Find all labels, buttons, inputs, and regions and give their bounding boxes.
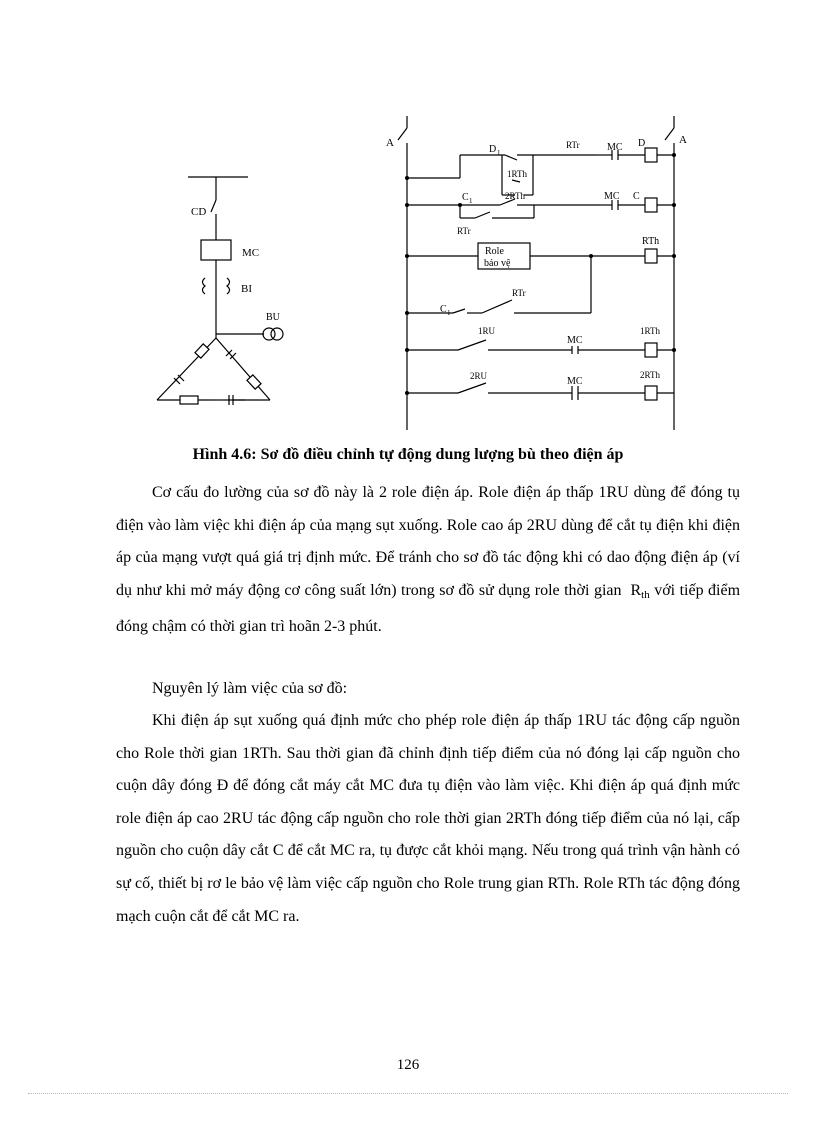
label-mc-row1: MC [607, 142, 623, 153]
rth-symbol-sub: th [641, 588, 650, 601]
coil-d [645, 148, 657, 162]
label-mc-row2: MC [604, 191, 620, 202]
contact-1rth [512, 180, 520, 182]
label-bi: BI [241, 283, 252, 295]
label-c-coil: C [633, 191, 640, 202]
coil-rth [645, 249, 657, 263]
label-cd: CD [191, 206, 207, 218]
page-number: 126 [396, 1057, 420, 1073]
contact-rtr-low [482, 300, 512, 313]
label-1rth-contact: 1RTh [507, 169, 527, 179]
label-d1: D [489, 144, 497, 155]
label-2rth-coil: 2RTh [640, 370, 660, 380]
label-c1-sub: 1 [469, 197, 473, 205]
control-circuit-diagram [0, 0, 816, 440]
contact-2ru [458, 383, 486, 393]
coil-1rth [645, 343, 657, 357]
label-c1b: C [440, 304, 447, 315]
label-2ru: 2RU [470, 371, 488, 381]
label-role-box-line2: bảo vệ [484, 258, 511, 269]
label-rtr-mid: RTr [457, 226, 471, 236]
coil-2rth [645, 386, 657, 400]
label-mc: MC [242, 247, 260, 259]
left-rail-switch [398, 128, 407, 140]
label-rtr-low: RTr [512, 288, 526, 298]
paragraph-1-after: với tiếp điểm đóng chậm có thời gian trì hoãn 2-3 phút. [116, 581, 741, 636]
label-a-right: A [679, 134, 687, 146]
figure-caption: Hình 4.6: Sơ đồ điều chỉnh tự động dung lượng bù theo điện áp [192, 446, 624, 463]
paragraph-2: Nguyên lý làm việc của sơ đồ: [152, 680, 348, 697]
label-rth-coil: RTh [642, 236, 660, 247]
rth-symbol: R [630, 581, 642, 599]
coil-c [645, 198, 657, 212]
label-1ru: 1RU [478, 326, 496, 336]
label-role-box-line1: Role [485, 246, 504, 257]
footer-divider [28, 1093, 788, 1094]
paragraph-3: Khi điện áp sụt xuống quá định mức cho phép role điện áp thấp 1RU tác động cấp nguồn cho Role thời gian 1RTh. Sau thời gian đã chỉnh định tiếp điểm của nó đóng lại cấp nguồn cho cuộn dây đóng Đ để đóng cắt máy cắt MC đưa tụ điện vào làm việc. Khi điện áp quá định mức role điện áp cao 2RU tác động cấp nguồn cho role thời gian 2RTh đóng tiếp điểm của nó lại, cấp nguồn cho cuộn dây cắt C để cắt MC ra, tụ được cắt khỏi mạng. Nếu trong quá trình vận hành có sự cố, thiết bị rơ le bảo vệ làm việc cấp nguồn cho Role trung gian RTh. Role RTh tác động đóng mạch cuộn cắt để cắt MC ra. [116, 712, 740, 925]
label-a-left: A [386, 137, 394, 149]
label-1rth-coil: 1RTh [640, 326, 660, 336]
contact-1ru [458, 340, 486, 350]
label-d1-sub: 1 [497, 149, 501, 157]
right-rail-switch [665, 128, 674, 140]
label-c1b-sub: 1 [447, 309, 451, 317]
contact-c1b [453, 309, 465, 313]
label-mc-row6: MC [567, 376, 583, 387]
label-2rth-contact: 2RTh [505, 191, 525, 201]
paragraph-1-before: Cơ cấu đo lường của sơ đồ này là 2 role điện áp. Role điện áp thấp 1RU dùng để đóng tụ điện vào làm việc khi điện áp của mạng sụt xuống. Role cao áp 2RU dùng để cắt tụ điện khi điện áp của mạng vượt quá giá trị định mức. Để tránh cho sơ đồ tác động khi có dao động điện áp (ví dụ như khi mở máy động cơ công suất lớn) trong sơ đồ sử dụng role thời gian [116, 484, 740, 599]
contact-d1 [505, 155, 517, 160]
label-d-coil: D [638, 138, 646, 149]
label-bu: BU [266, 312, 280, 323]
label-c1: C [462, 192, 469, 203]
paragraph-1 [116, 477, 740, 644]
label-mc-row5: MC [567, 335, 583, 346]
contact-c1 [475, 212, 490, 218]
label-rtr-top: RTr [566, 140, 580, 150]
